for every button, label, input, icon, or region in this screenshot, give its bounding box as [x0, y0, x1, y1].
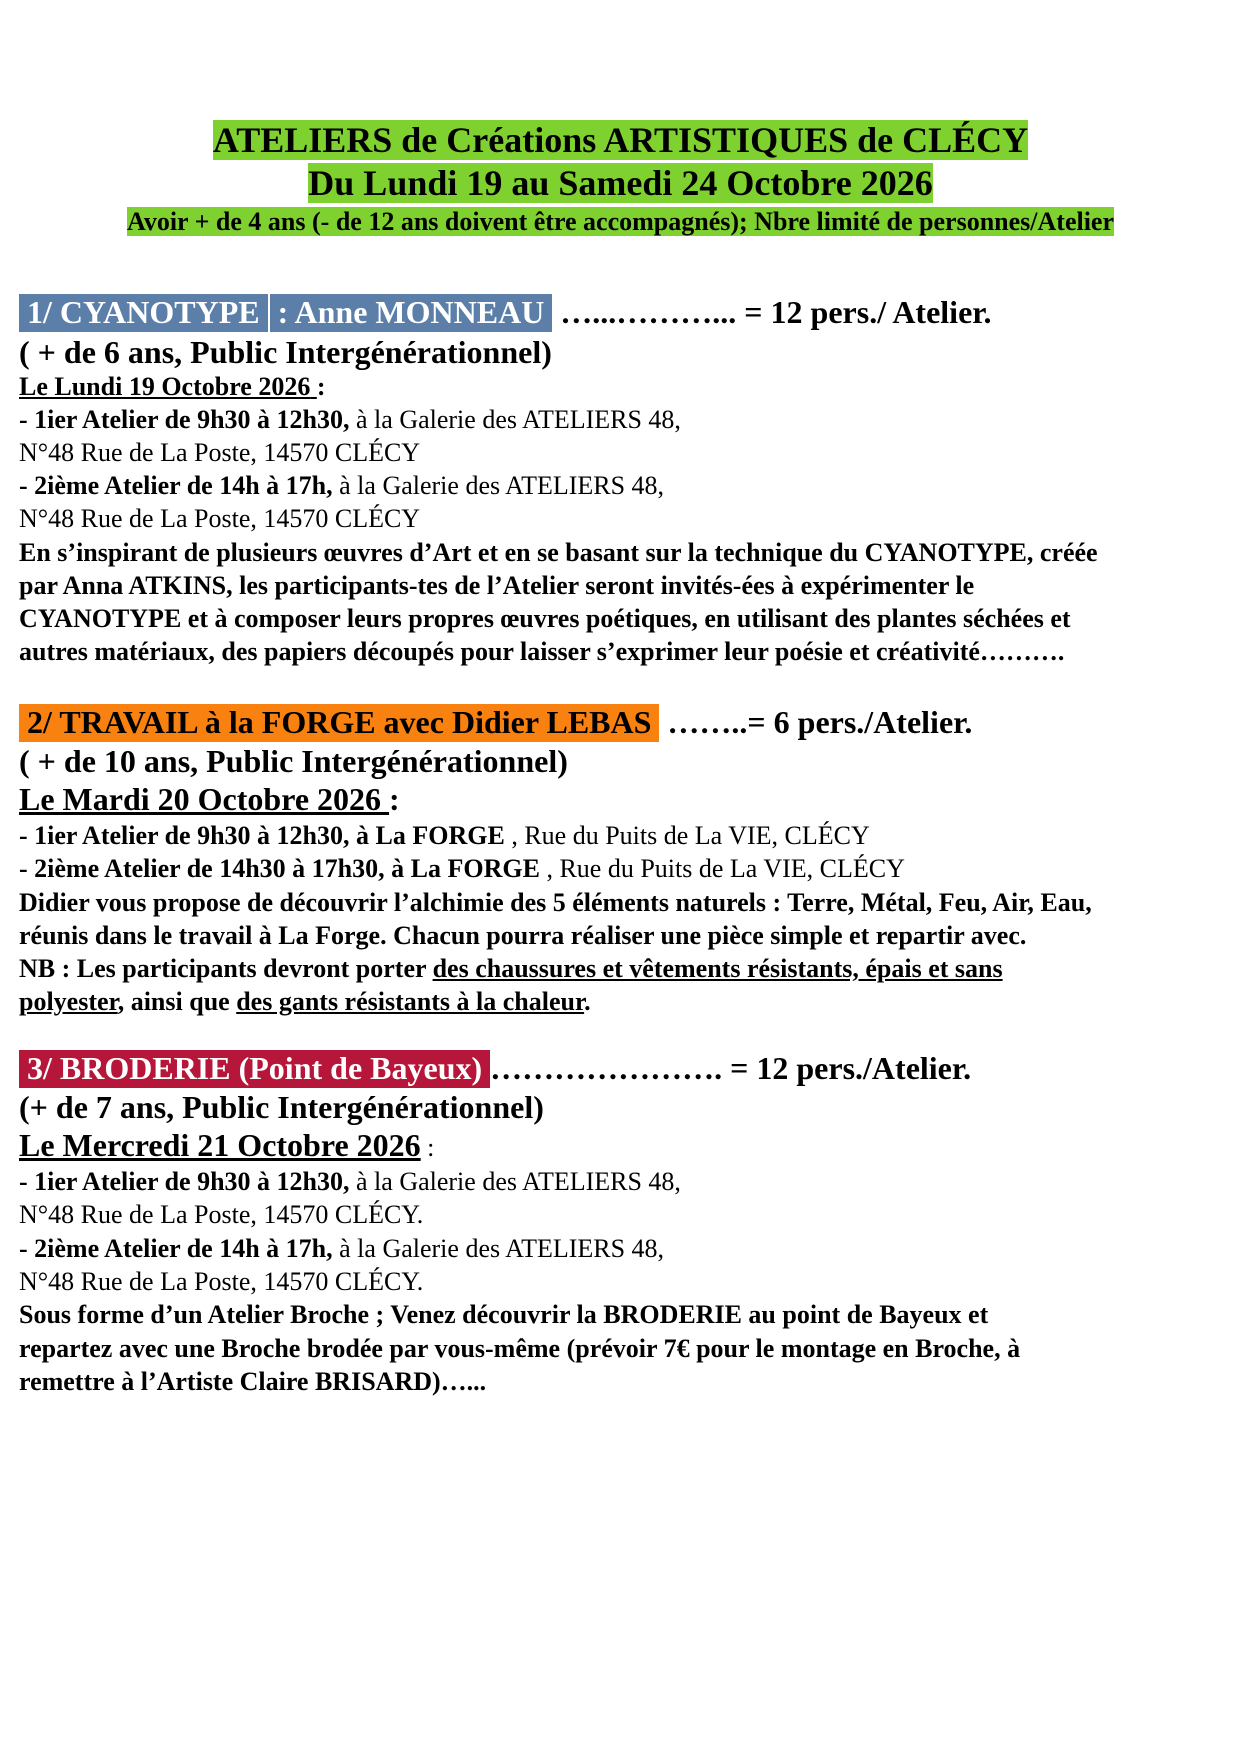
section-1-date-colon: : — [316, 372, 326, 401]
section-1-tag-b: : Anne MONNEAU — [270, 294, 553, 332]
section-1-description-line-2: par Anna ATKINS, les participants-tes de l’Atelier seront invités-ées à expérimenter le — [19, 571, 975, 600]
section-2-audience: ( + de 10 ans, Public Intergénérationnel) — [19, 743, 568, 779]
section-3-slot-1 — [19, 1167, 681, 1198]
section-1-slot-1 — [19, 405, 681, 436]
section-2-note-clothing: des chaussures et vêtements résistants, épais et sans — [432, 954, 1003, 983]
section-3-description-line-1: Sous forme d’un Atelier Broche ; Venez découvrir la BRODERIE au point de Bayeux et — [19, 1300, 989, 1329]
section-2-note-line-2 — [19, 987, 591, 1018]
section-1-date: Le Lundi 19 Octobre 2026 — [19, 372, 311, 401]
section-1-slot-1-location: à la Galerie des ATELIERS 48, — [356, 405, 681, 434]
section-1-description-line-4: autres matériaux, des papiers découpés pour laisser s’exprimer leur poésie et créativité………. — [19, 637, 1065, 666]
section-2-slot-2-time: - 2ième Atelier de 14h30 à 17h30, à La FORGE — [19, 854, 540, 883]
section-1-slot-1-time: - 1ier Atelier de 9h30 à 12h30, — [19, 405, 350, 434]
section-2-note-gloves: des gants résistants à la chaleur — [236, 987, 585, 1016]
section-1-slot-2-time: - 2ième Atelier de 14h à 17h, — [19, 471, 333, 500]
section-1-slot-2-location: à la Galerie des ATELIERS 48, — [339, 471, 665, 500]
section-2-heading — [19, 704, 972, 742]
section-3-capacity: …………………. = 12 pers./Atelier. — [490, 1050, 972, 1086]
main-title — [0, 119, 1241, 161]
date-range-title — [0, 162, 1241, 204]
section-1-description-line-1: En s’inspirant de plusieurs œuvres d’Art et en se basant sur la technique du CYANOTYPE, créée — [19, 538, 1098, 567]
section-3-date-line — [19, 1127, 434, 1165]
section-2-slot-2-location: , Rue du Puits de La VIE, CLÉCY — [546, 854, 905, 883]
main-title-text: ATELIERS de Créations ARTISTIQUES de CLÉCY — [212, 120, 1029, 160]
section-3-slot-1-time: - 1ier Atelier de 9h30 à 12h30, — [19, 1167, 350, 1196]
section-3-slot-2 — [19, 1234, 664, 1265]
section-3-description-line-3: remettre à l’Artiste Claire BRISARD)…... — [19, 1367, 487, 1396]
section-3-date: Le Mercredi 21 Octobre 2026 — [19, 1127, 421, 1163]
section-1-address-1: N°48 Rue de La Poste, 14570 CLÉCY — [19, 438, 421, 467]
age-requirement-subtitle — [0, 206, 1241, 238]
section-1-description-line-3: CYANOTYPE et à composer leurs propres œuvres poétiques, en utilisant des plantes séchées et — [19, 604, 1071, 633]
date-range-text: Du Lundi 19 au Samedi 24 Octobre 2026 — [308, 163, 933, 203]
section-2-note-middle: , ainsi que — [117, 987, 237, 1016]
section-3-slot-1-location: à la Galerie des ATELIERS 48, — [356, 1167, 681, 1196]
section-2-slot-1-time: - 1ier Atelier de 9h30 à 12h30, à La FORGE — [19, 821, 505, 850]
section-3-audience: (+ de 7 ans, Public Intergénérationnel) — [19, 1089, 544, 1125]
section-2-note-prefix: NB : Les participants devront porter — [19, 954, 433, 983]
section-3-slot-2-time: - 2ième Atelier de 14h à 17h, — [19, 1234, 333, 1263]
section-2-capacity: ……..= 6 pers./Atelier. — [667, 704, 973, 740]
section-3-slot-2-location: à la Galerie des ATELIERS 48, — [339, 1234, 665, 1263]
age-requirement-text: Avoir + de 4 ans (- de 12 ans doivent être accompagnés); Nbre limité de personnes/Atelier — [126, 207, 1115, 236]
section-1-capacity: …...………... = 12 pers./ Atelier. — [560, 294, 992, 330]
section-1-slot-2 — [19, 471, 664, 502]
section-3-address-2: N°48 Rue de La Poste, 14570 CLÉCY. — [19, 1267, 424, 1296]
section-2-date: Le Mardi 20 Octobre 2026 — [19, 781, 382, 817]
section-2-description-line-1: Didier vous propose de découvrir l’alchimie des 5 éléments naturels : Terre, Métal, Feu, Air, Eau, — [19, 888, 1092, 917]
section-2-note-polyester: polyester — [19, 987, 118, 1016]
section-2-slot-1 — [19, 821, 870, 852]
section-3-tag: 3/ BRODERIE (Point de Bayeux) — [19, 1050, 490, 1088]
section-1-heading — [19, 294, 992, 332]
section-3-description-line-2: repartez avec une Broche brodée par vous-même (prévoir 7€ pour le montage en Broche, à — [19, 1334, 1021, 1363]
section-1-audience: ( + de 6 ans, Public Intergénérationnel) — [19, 334, 552, 370]
section-2-tag: 2/ TRAVAIL à la FORGE avec Didier LEBAS — [19, 704, 659, 742]
section-3-address-1: N°48 Rue de La Poste, 14570 CLÉCY. — [19, 1200, 424, 1229]
section-2-date-line — [19, 781, 400, 819]
section-1-tag-a: 1/ CYANOTYPE — [19, 294, 268, 332]
section-1-address-2: N°48 Rue de La Poste, 14570 CLÉCY — [19, 504, 421, 533]
section-2-slot-1-location: , Rue du Puits de La VIE, CLÉCY — [511, 821, 870, 850]
section-3-heading — [19, 1050, 971, 1088]
section-3-date-colon: : — [427, 1133, 435, 1162]
section-2-description-line-2: réunis dans le travail à La Forge. Chacun pourra réaliser une pièce simple et repartir avec. — [19, 921, 1027, 950]
section-2-note-end: . — [584, 987, 591, 1016]
section-2-date-colon: : — [389, 781, 400, 817]
section-2-slot-2 — [19, 854, 905, 885]
section-1-date-line — [19, 372, 326, 403]
section-2-note-line-1 — [19, 954, 1003, 985]
